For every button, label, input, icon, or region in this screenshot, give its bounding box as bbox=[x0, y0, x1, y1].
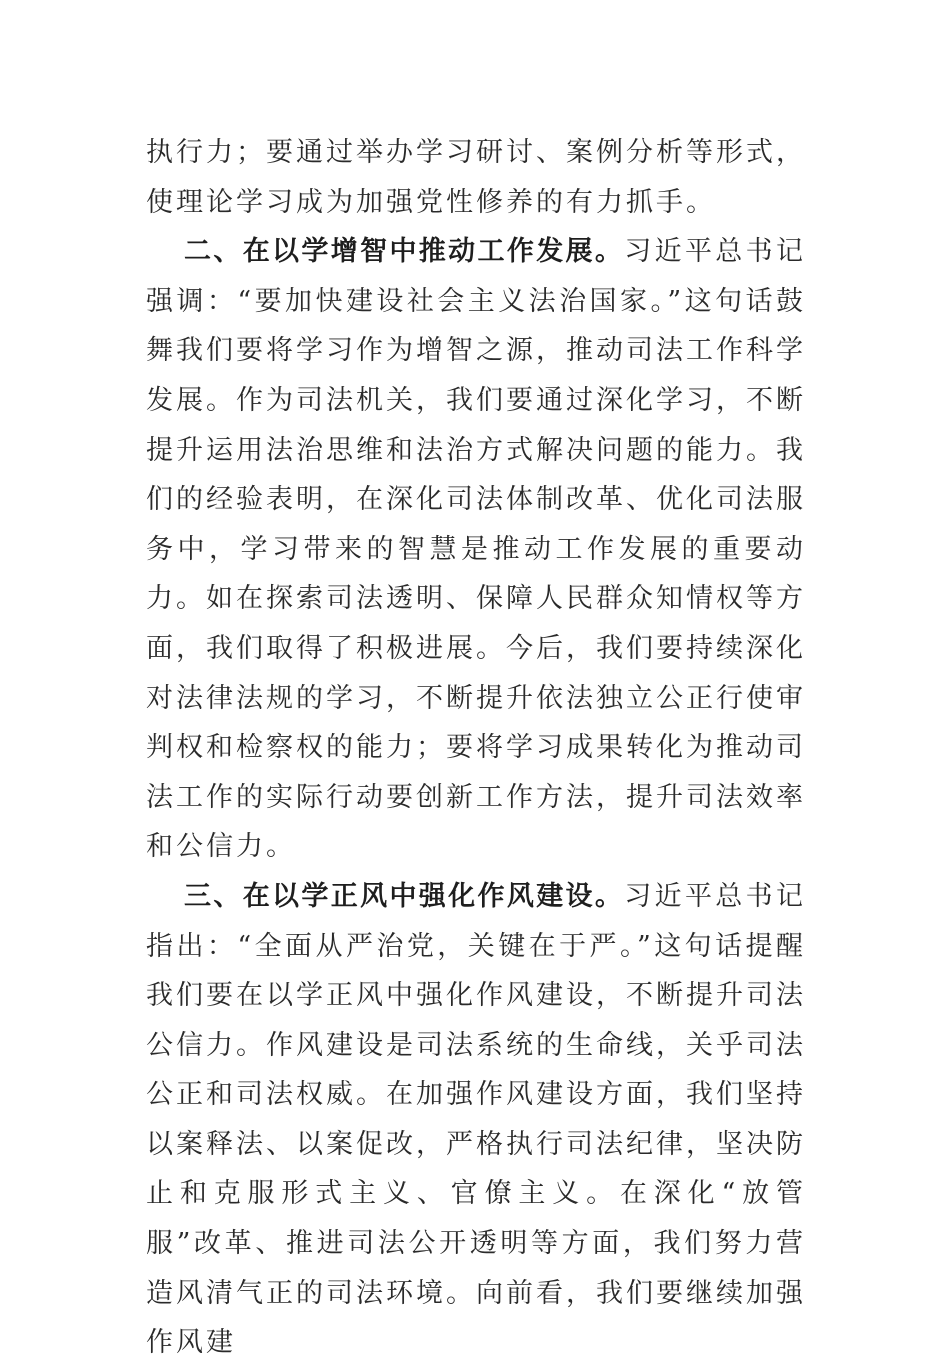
paragraph-3-text: 习近平总书记指出：“全面从严治党，关键在于严。”这句话提醒我们要在以学正风中强化作风建设，不断提升司法公信力。作风建设是司法系统的生命线，关乎司法公正和司法权威。在加强作风建设方面，我们坚持以案释法、以案促改，严格执行司法纪律，坚决防止和克服形式主义、官僚主义。在深化“放管服”改革、推进司法公开透明等方面，我们努力营造风清气正的司法环境。向前看，我们要继续加强作风建 bbox=[146, 880, 806, 1359]
paragraph-1 bbox=[146, 128, 806, 227]
document-body bbox=[146, 128, 806, 1368]
paragraph-2-text: 习近平总书记强调：“要加快建设社会主义法治国家。”这句话鼓舞我们要将学习作为增智之源，推动司法工作科学发展。作为司法机关，我们要通过深化学习，不断提升运用法治思维和法治方式解决问题的能力。我们的经验表明，在深化司法体制改革、优化司法服务中，学习带来的智慧是推动工作发展的重要动力。如在探索司法透明、保障人民群众知情权等方面，我们取得了积极进展。今后，我们要持续深化对法律法规的学习，不断提升依法独立公正行使审判权和检察权的能力；要将学习成果转化为推动司法工作的实际行动要创新工作方法，提升司法效率和公信力。 bbox=[146, 236, 806, 863]
section-heading-2: 二、在以学增智中推动工作发展。 bbox=[184, 236, 625, 268]
paragraph-2 bbox=[146, 227, 806, 872]
paragraph-1-text: 执行力；要通过举办学习研讨、案例分析等形式，使理论学习成为加强党性修养的有力抓手。 bbox=[146, 137, 806, 218]
paragraph-3 bbox=[146, 872, 806, 1368]
section-heading-3: 三、在以学正风中强化作风建设。 bbox=[184, 880, 625, 912]
